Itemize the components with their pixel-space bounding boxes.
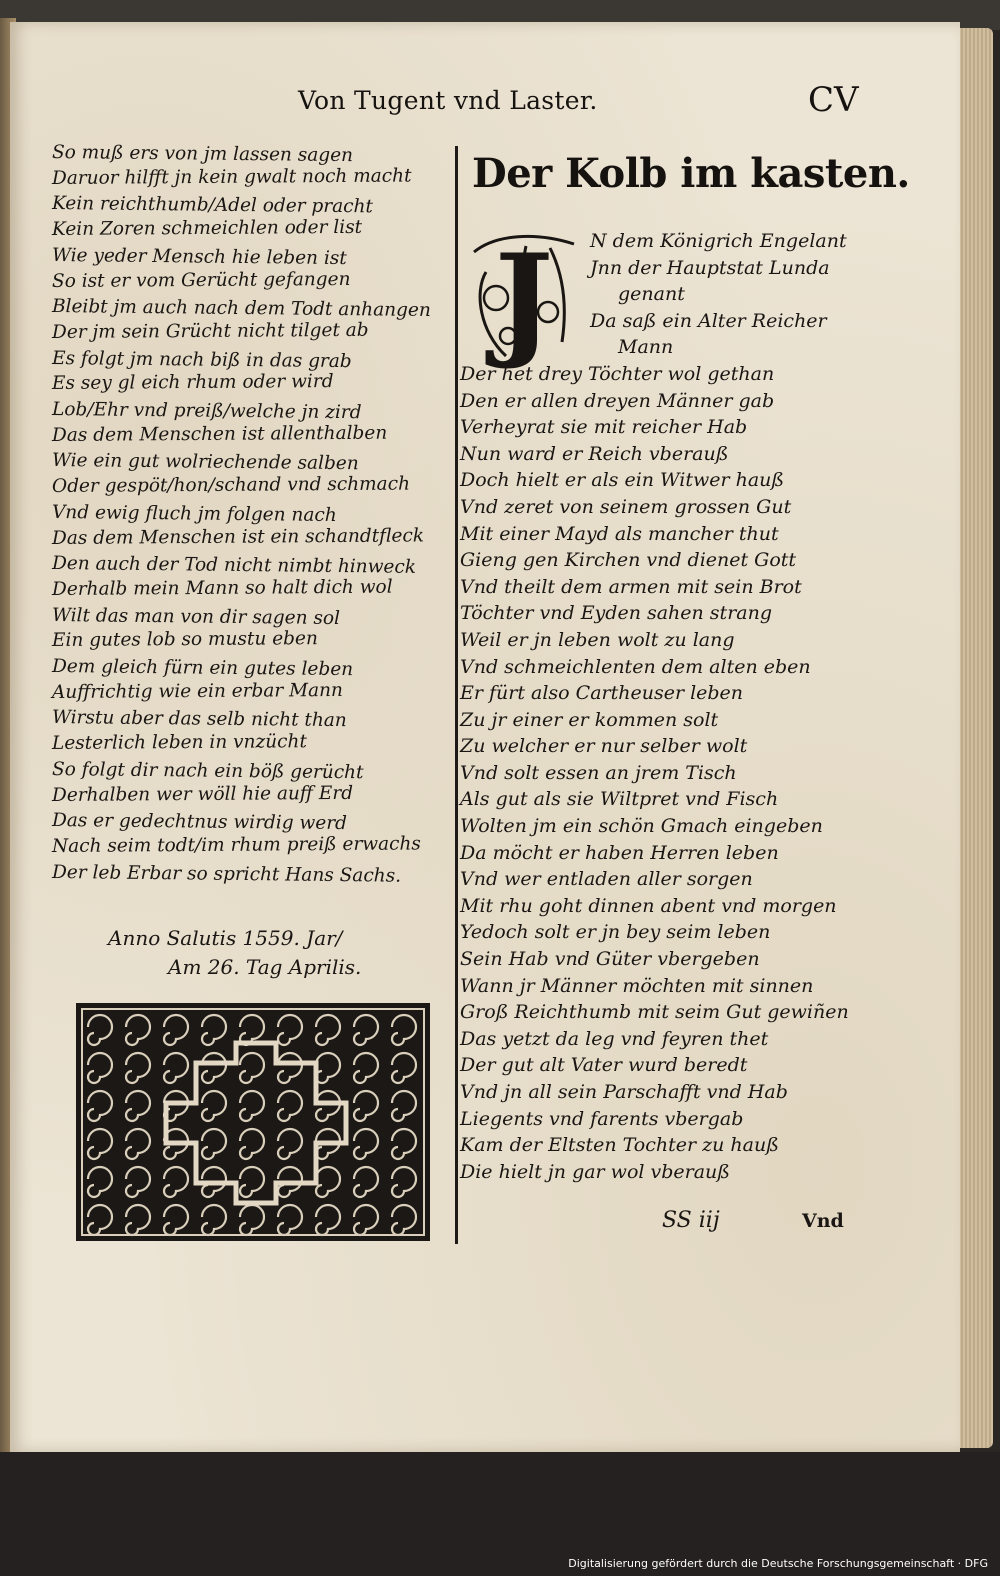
right-verse-line: Vnd jn all sein Parschafft vnd Hab [460,1081,788,1103]
right-verse-line: Weil er jn leben wolt zu lang [460,628,735,651]
column-rule [455,146,458,1244]
signature-mark: SS iij [662,1208,720,1233]
left-verse-line: Das dem Menschen ist ein schandtfleck [51,524,425,549]
left-verse-line: Es folgt jm nach biß in das grab [51,347,352,372]
left-verse-line: Dem gleich fürn ein gutes leben [51,656,354,681]
colophon-line-2: Am 26. Tag Aprilis. [168,955,362,979]
left-verse-line: Wie ein gut wolriechende salben [51,450,359,475]
left-verse-line: Der jm sein Grücht nicht tilget ab [51,319,369,343]
left-verse-line: So folgt dir nach ein böß gerücht [51,758,364,784]
right-verse-line: Zu welcher er nur selber wolt [460,735,748,758]
poem-heading: Der Kolb im kasten. [472,150,910,197]
right-verse-line: Mann [618,336,674,359]
page-stack-edge [955,28,993,1448]
right-verse-line: Kam der Eltsten Tochter zu hauß [460,1134,779,1157]
left-column [52,140,452,885]
right-verse-line: Die hielt jn gar wol vberauß [460,1160,730,1183]
right-verse-line: N dem Königrich Engelant [590,230,847,252]
right-verse-line: Vnd wer entladen aller sorgen [460,868,753,891]
left-verse-line: Wilt das man von dir sagen sol [51,604,341,629]
left-verse-line: Nach seim todt/im rhum preiß erwachs [51,833,421,857]
right-verse-line: Verheyrat sie mit reicher Hab [460,416,748,439]
colophon-line-1: Anno Salutis 1559. Jar/ [108,926,343,950]
left-verse-line: Wie yeder Mensch hie leben ist [51,244,347,269]
dfg-credit: Digitalisierung gefördert durch die Deutsche Forschungsgemeinschaft · DFG [564,1555,992,1572]
right-verse-line: Vnd solt essen an jrem Tisch [460,761,737,784]
left-verse-line: Oder gespöt/hon/schand vnd schmach [51,473,411,498]
running-head: Von Tugent vnd Laster. [298,86,598,115]
right-verse-line: Der het drey Töchter wol gethan [460,362,775,385]
right-column [460,228,880,1185]
initial-letter: J [494,228,554,373]
right-verse-line: Gieng gen Kirchen vnd dienet Gott [460,549,797,572]
left-verse-line: Kein Zoren schmeichlen oder list [51,216,363,241]
right-verse-line: Der gut alt Vater wurd beredt [460,1054,748,1077]
right-verse-line: Yedoch solt er jn bey seim leben [460,921,771,944]
right-verse-line: Vnd schmeichlenten dem alten eben [460,655,811,678]
left-verse-line: Vnd ewig fluch jm folgen nach [51,501,337,526]
right-verse-line: Doch hielt er als ein Witwer hauß [460,469,785,492]
right-verse-line: Den er allen dreyen Männer gab [460,389,775,412]
left-verse-line: So muß ers von jm lassen sagen [51,142,354,167]
left-verse-line: Das er gedechtnus wirdig werd [51,810,348,835]
right-verse-line: Zu jr einer er kommen solt [460,708,719,731]
right-verse-line: Nun ward er Reich vberauß [460,442,729,465]
left-verse-line: Derhalb mein Mann so halt dich wol [51,576,393,600]
right-verse-line: Liegents vnd farents vbergab [460,1107,744,1130]
left-verse-line: Daruor hilfft jn kein gwalt noch macht [51,165,412,189]
right-verse-line: Mit einer Mayd als mancher thut [460,522,779,545]
right-verse-line: Als gut als sie Wiltpret vnd Fisch [460,788,779,811]
left-verse-line: So ist er vom Gerücht gefangen [51,268,351,292]
catchword: Vnd [802,1210,844,1232]
right-verse-line: Das yetzt da leg vnd feyren thet [460,1027,769,1050]
left-verse-line: Auffrichtig wie ein erbar Mann [51,679,344,703]
right-verse-line: Da saß ein Alter Reicher [590,309,827,332]
right-verse-line: Sein Hab vnd Güter vbergeben [460,948,760,971]
left-verse-line: Das dem Menschen ist allenthalben [51,422,388,446]
right-verse-line: Wolten jm ein schön Gmach eingeben [460,815,823,838]
right-verse-line: Da möcht er haben Herren leben [460,841,779,864]
right-verse-line: Er fürt also Cartheuser leben [460,682,744,705]
left-verse-line: Der leb Erbar so spricht Hans Sachs. [51,861,402,887]
left-verse-line: Bleibt jm auch nach dem Todt anhangen [51,296,431,322]
folio-number: CV [808,80,859,120]
colophon [108,924,418,982]
right-verse-line: Töchter vnd Eyden sahen strang [460,602,773,625]
woodcut-ornament [76,1003,430,1241]
left-verse-line: Wirstu aber das selb nicht than [51,707,347,732]
left-verse-line: Kein reichthumb/Adel oder pracht [51,193,373,218]
right-verse-line: Vnd zeret von seinem grossen Gut [460,495,792,518]
left-verse-line: Lob/Ehr vnd preiß/welche jn zird [51,399,362,424]
right-verse-line: Jnn der Hauptstat Lunda [590,256,830,279]
right-verse-line: Mit rhu goht dinnen abent vnd morgen [460,894,837,917]
left-verse-line: Es sey gl eich rhum oder wird [51,371,334,395]
right-verse-line: Wann jr Männer möchten mit sinnen [460,974,814,997]
left-verse-line: Lesterlich leben in vnzücht [51,731,307,755]
right-verse-line: Vnd theilt dem armen mit sein Brot [460,575,802,598]
left-verse-line: Den auch der Tod nicht nimbt hinweck [51,553,417,579]
right-verse-line: genant [618,283,685,306]
right-verse-line: Groß Reichthumb mit seim Gut gewiñen [460,1001,849,1024]
ornament-pattern [76,1003,430,1241]
left-verse-line: Ein gutes lob so mustu eben [51,628,318,652]
left-verse-line: Derhalben wer wöll hie auff Erd [51,782,354,806]
